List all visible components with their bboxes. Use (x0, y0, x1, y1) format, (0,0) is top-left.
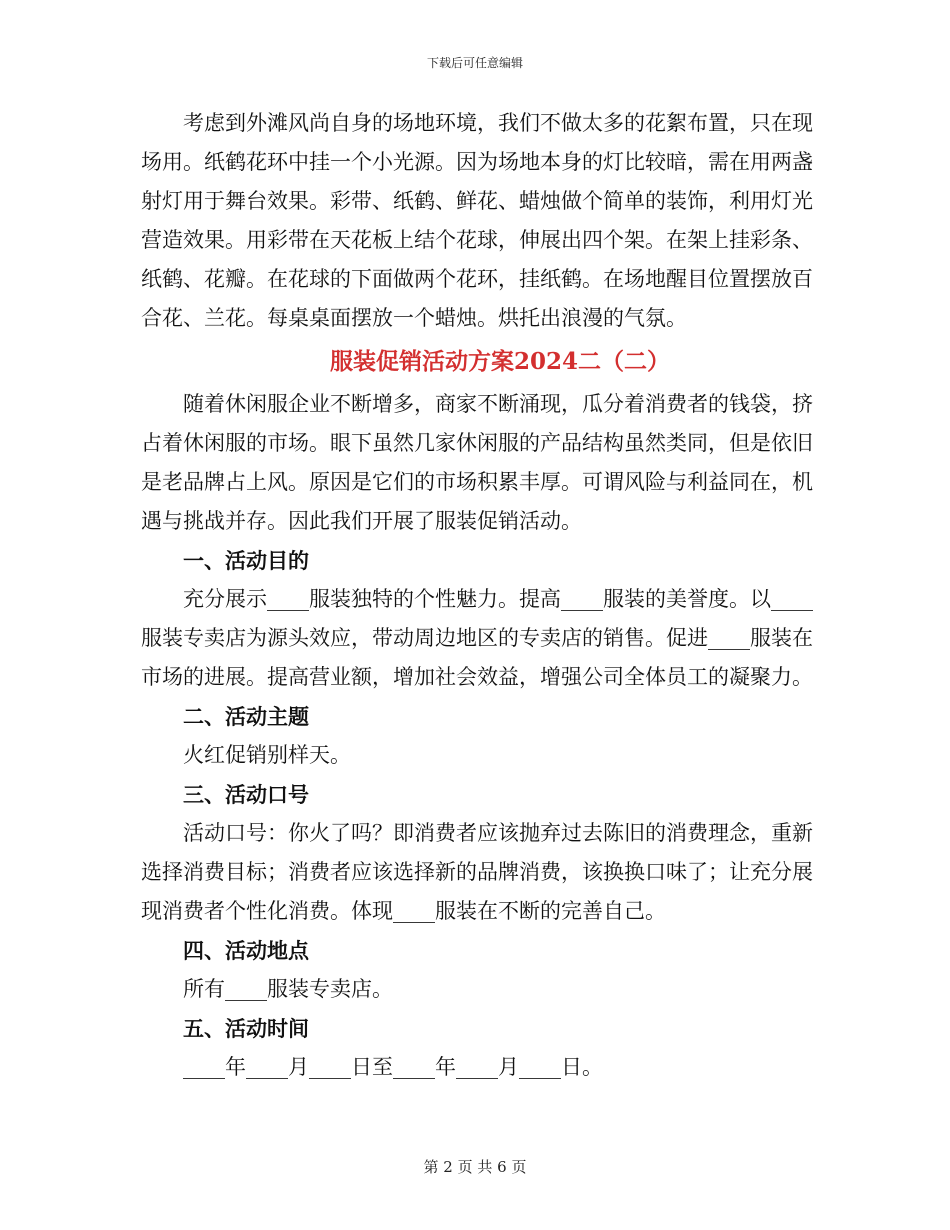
heading-time: 五、活动时间 (183, 1016, 309, 1041)
section-title: 服装促销活动方案2024二（二） (329, 348, 670, 375)
heading-purpose: 一、活动目的 (183, 548, 309, 573)
paragraph-purpose: 充分展示____服装独特的个性魅力。提高____服装的美誉度。以____服装专卖店为源头效应，带动周边地区的专卖店的销售。促进____服装在市场的进展。提高营业额，增加社会效益，增强公司全体员工的凝聚力。 (141, 587, 813, 689)
document-body (141, 104, 813, 1087)
paragraph-time: ____年____月____日至____年____月____日。 (183, 1055, 603, 1079)
paragraph-venue-decoration: 考虑到外滩风尚自身的场地环境，我们不做太多的花絮布置，只在现场用。纸鹤花环中挂一个小光源。因为场地本身的灯比较暗，需在用两盏射灯用于舞台效果。彩带、纸鹤、鲜花、蜡烛做个简单的装饰，利用灯光营造效果。用彩带在天花板上结个花球，伸展出四个架。在架上挂彩条、纸鹤、花瓣。在花球的下面做两个花环，挂纸鹤。在场地醒目位置摆放百合花、兰花。每桌桌面摆放一个蜡烛。烘托出浪漫的气氛。 (141, 111, 813, 330)
heading-theme: 二、活动主题 (183, 704, 309, 729)
paragraph-intro: 随着休闲服企业不断增多，商家不断涌现，瓜分着消费者的钱袋，挤占着休闲服的市场。眼下虽然几家休闲服的产品结构虽然类同，但是依旧是老品牌占上风。原因是它们的市场积累丰厚。可谓风险与利益同在，机遇与挑战并存。因此我们开展了服装促销活动。 (141, 392, 813, 533)
heading-location: 四、活动地点 (183, 938, 309, 963)
page-footer: 第 2 页 共 6 页 (423, 1158, 527, 1176)
paragraph-location: 所有____服装专卖店。 (183, 977, 393, 1001)
page-header: 下载后可任意编辑 (426, 56, 523, 70)
paragraph-theme: 火红促销别样天。 (183, 743, 351, 767)
heading-slogan: 三、活动口号 (183, 782, 309, 807)
paragraph-slogan: 活动口号：你火了吗？即消费者应该抛弃过去陈旧的消费理念，重新选择消费目标；消费者应该选择新的品牌消费，该换换口味了；让充分展现消费者个性化消费。体现____服装在不断的完善自己。 (141, 821, 813, 923)
